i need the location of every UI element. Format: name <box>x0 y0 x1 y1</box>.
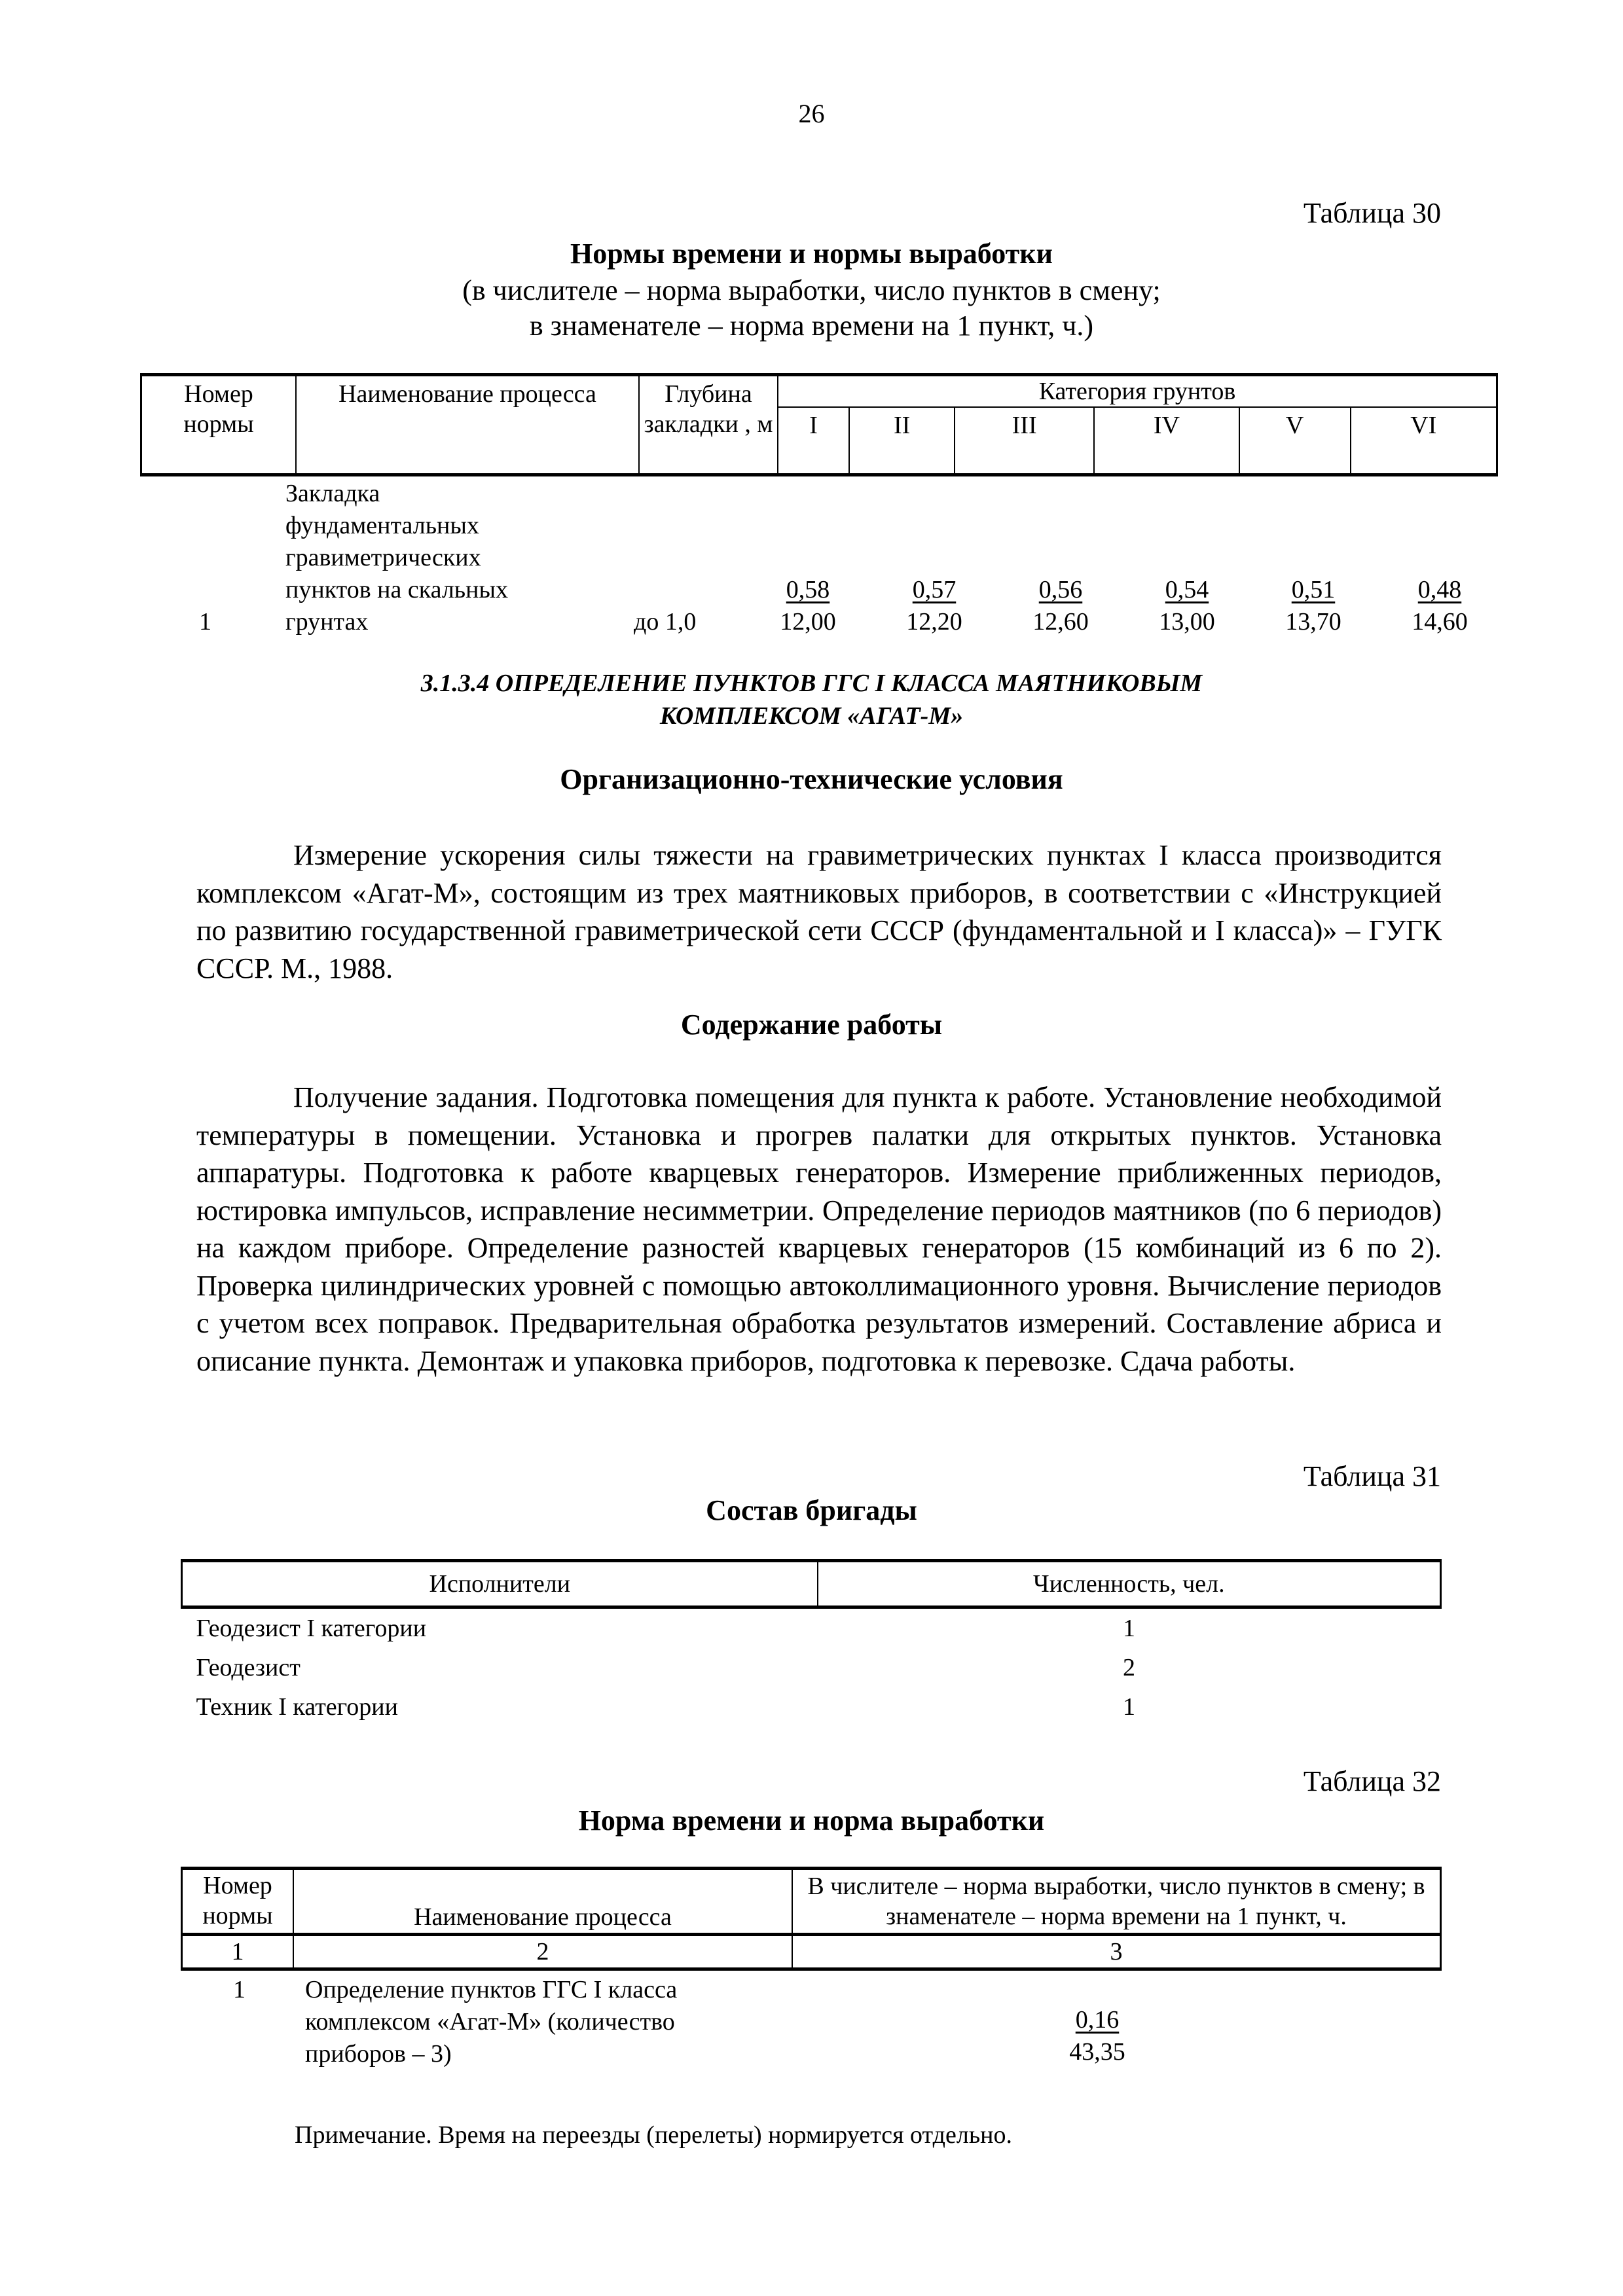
table-row <box>182 1648 1441 1687</box>
table-31-title: Состав бригады <box>706 1494 917 1526</box>
table-30-header <box>140 373 1498 476</box>
col-index-1: 1 <box>182 1935 294 1969</box>
conditions-title: Организационно-технические условия <box>560 763 1063 795</box>
performer-role: Геодезист I категории <box>196 1615 427 1642</box>
col-category-2: II <box>849 407 955 475</box>
value-category-1: $\frac{0,58}{12,00}$ <box>780 576 836 636</box>
work-paragraph: Получение задания. Подготовка помещения для пункта к работе. Установление необходимой температуры в помещении. Установка и прогрев палатки для открытых пунктов. Установка аппаратуры. Подготовка к работе кварцевых генераторов. Измерение приближенных периодов, юстировка импульсов, исправление несимметрии. Определение периодов маятников (по 6 периодов) на каждом приборе. Определение разностей кварцевых генераторов (15 комбинаций из 6 по 2). Проверка цилиндрических уровней с помощью автоколлимационного уровня. Вычисление периодов с учетом всех поправок. Предварительная обработка результатов измерений. Составление абриса и описание пункта. Демонтаж и упаковка приборов, подготовка к перевозке. Сдача работы. <box>196 1081 1442 1377</box>
table-32-note: Примечание. Время на переезды (перелеты) нормируется отдельно. <box>295 2121 1012 2149</box>
table-30-title: Нормы времени и нормы выработки <box>570 238 1053 270</box>
value-category-5: $\frac{0,51}{13,70}$ <box>1285 576 1341 636</box>
col-performers: Исполнители <box>182 1561 818 1607</box>
table-31-label: Таблица 31 <box>1303 1460 1441 1492</box>
value-category-3: $\frac{0,56}{12,60}$ <box>1032 576 1089 636</box>
col-soil-category: Категория грунтов <box>778 375 1497 408</box>
conditions-paragraph: Измерение ускорения силы тяжести на гравиметрических пунктах I класса производится комплексом «Агат-М», состоящим из трех маятниковых приборов, в соответствии с «Инструкцией по развитию государственной гравиметрической сети СССР (фундаментальной и I класса)» – ГУГК СССР. М., 1988. <box>196 839 1442 984</box>
section-heading-line-1: 3.1.3.4 ОПРЕДЕЛЕНИЕ ПУНКТОВ ГГС I КЛАССА МАЯТНИКОВЫМ <box>420 670 1203 697</box>
row-process-name: Определение пунктов ГГС I класса комплексом «Агат-М» (количество приборов – 3) <box>305 1976 678 2068</box>
row-value: $\frac{0,16}{43,35}$ <box>1069 2006 1125 2066</box>
col-category-3: III <box>955 407 1094 475</box>
row-process-name: Закладка фундаментальных гравиметрических пунктов на скальных грунтах <box>285 480 508 636</box>
col-category-5: V <box>1239 407 1351 475</box>
table-32-label: Таблица 32 <box>1303 1765 1441 1797</box>
table-30-label: Таблица 30 <box>1303 197 1441 229</box>
table-row <box>182 1607 1441 1649</box>
row-depth: до 1,0 <box>634 608 697 636</box>
col-index-2: 2 <box>293 1935 792 1969</box>
col-norm-number: Номер нормы <box>141 375 297 475</box>
col-process-name: Наименование процесса <box>293 1869 792 1935</box>
value-category-4: $\frac{0,54}{13,00}$ <box>1159 576 1215 636</box>
performer-count: 1 <box>1123 1693 1136 1721</box>
row-number: 1 <box>199 608 211 636</box>
performer-count: 2 <box>1123 1654 1136 1681</box>
col-category-4: IV <box>1094 407 1239 475</box>
table-30-subtitle-line-1: (в числителе – норма выработки, число пунктов в смену; <box>462 274 1161 306</box>
table-30-subtitle-line-2: в знаменателе – норма времени на 1 пункт, ч.) <box>529 310 1094 342</box>
performer-role: Геодезист <box>196 1654 301 1681</box>
col-index-3: 3 <box>792 1935 1441 1969</box>
section-heading-line-2: КОМПЛЕКСОМ «АГАТ-М» <box>659 702 964 730</box>
col-count: Численность, чел. <box>818 1561 1441 1607</box>
performer-role: Техник I категории <box>196 1693 398 1721</box>
table-30-row <box>140 478 1498 641</box>
col-category-1: I <box>778 407 849 475</box>
col-process-name: Наименование процесса <box>296 375 639 475</box>
row-number: 1 <box>233 1976 246 2003</box>
col-norm-number: Номер нормы <box>182 1869 294 1935</box>
col-values: В числителе – норма выработки, число пунктов в смену; в знаменателе – норма времени на 1 пункт, ч. <box>792 1869 1441 1935</box>
col-category-6: VI <box>1351 407 1497 475</box>
value-category-2: $\frac{0,57}{12,20}$ <box>906 576 962 636</box>
performer-count: 1 <box>1123 1615 1136 1642</box>
table-32-title: Норма времени и норма выработки <box>578 1804 1045 1837</box>
table-31 <box>181 1559 1442 1727</box>
page-number: 26 <box>798 99 825 128</box>
table-row <box>182 1687 1441 1727</box>
table-32-header <box>181 1867 1442 1971</box>
value-category-6: $\frac{0,48}{14,60}$ <box>1412 576 1468 636</box>
col-depth: Глубина закладки , м <box>639 375 778 475</box>
work-title: Содержание работы <box>680 1009 943 1041</box>
